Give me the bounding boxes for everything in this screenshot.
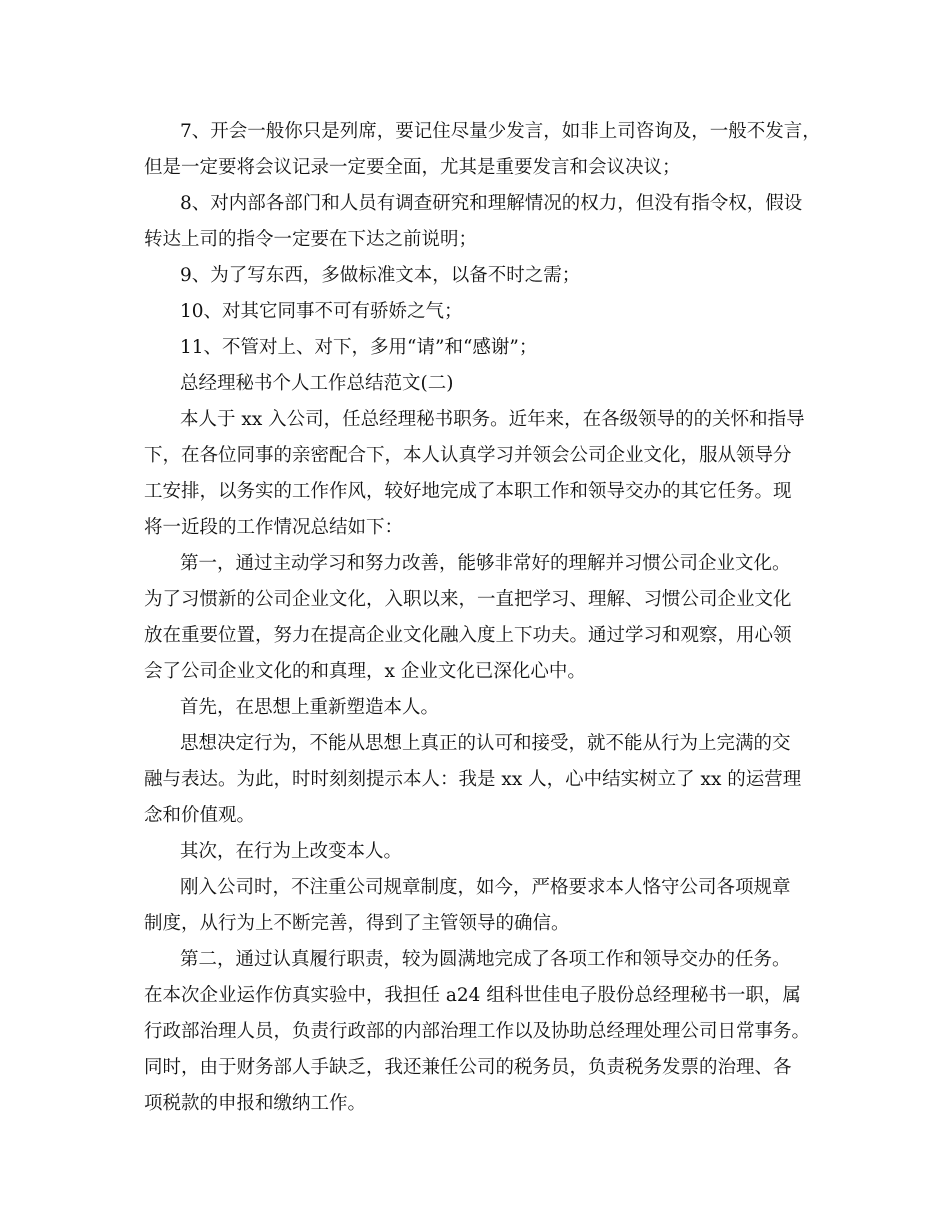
paragraph-line: 项税款的申报和缴纳工作。 — [144, 1093, 367, 1114]
paragraph-line: 为了习惯新的公司企业文化，入职以来，一直把学习、理解、习惯公司企业文化 — [144, 589, 792, 610]
paragraph-line: 9、为了写东西，多做标准文本，以备不时之需； — [180, 265, 581, 286]
paragraph-line: 但是一定要将会议记录一定要全面，尤其是重要发言和会议决议； — [144, 157, 681, 178]
paragraph-line: 放在重要位置，努力在提高企业文化融入度上下功夫。通过学习和观察，用心领 — [144, 625, 792, 646]
paragraph-line: 本人于 xx 入公司，任总经理秘书职务。近年来，在各级领导的的关怀和指导 — [180, 409, 805, 430]
paragraph-line: 7、开会一般你只是列席，要记住尽量少发言，如非上司咨询及，一般不发言， — [180, 121, 821, 142]
section-heading: 总经理秘书个人工作总结范文(二) — [180, 373, 454, 394]
paragraph-line: 念和价值观。 — [144, 805, 256, 826]
paragraph-line: 转达上司的指令一定要在下达之前说明； — [144, 229, 478, 250]
paragraph-line: 思想决定行为，不能从思想上真正的认可和接受，就不能从行为上完满的交 — [180, 733, 791, 754]
paragraph-line: 同时，由于财务部人手缺乏，我还兼任公司的税务员，负责税务发票的治理、各 — [144, 1057, 792, 1078]
paragraph-line: 第一，通过主动学习和努力改善，能够非常好的理解并习惯公司企业文化。 — [180, 553, 791, 574]
paragraph-line: 第二，通过认真履行职责，较为圆满地完成了各项工作和领导交办的任务。 — [180, 949, 791, 970]
paragraph-line: 在本次企业运作仿真实验中，我担任 a24 组科世佳电子股份总经理秘书一职，属 — [144, 985, 801, 1006]
paragraph-line: 融与表达。为此，时时刻刻提示本人：我是 xx 人，心中结实树立了 xx 的运营理 — [144, 769, 802, 790]
paragraph-line: 其次，在行为上改变本人。 — [180, 841, 403, 862]
paragraph-line: 行政部治理人员，负责行政部的内部治理工作以及协助总经理处理公司日常事务。 — [144, 1021, 811, 1042]
paragraph-line: 下，在各位同事的亲密配合下，本人认真学习并领会公司企业文化，服从领导分 — [144, 445, 792, 466]
paragraph-line: 首先，在思想上重新塑造本人。 — [180, 697, 440, 718]
paragraph-line: 刚入公司时，不注重公司规章制度，如今，严格要求本人恪守公司各项规章 — [180, 877, 791, 898]
paragraph-line: 会了公司企业文化的和真理，x 企业文化已深化心中。 — [144, 661, 586, 682]
paragraph-line: 8、对内部各部门和人员有调查研究和理解情况的权力，但没有指令权，假设 — [180, 193, 803, 214]
paragraph-line: 将一近段的工作情况总结如下： — [144, 517, 404, 538]
paragraph-line: 工安排，以务实的工作作风，较好地完成了本职工作和领导交办的其它任务。现 — [144, 481, 792, 502]
paragraph-line: 10、对其它同事不可有骄娇之气； — [180, 301, 463, 322]
paragraph-line: 制度，从行为上不断完善，得到了主管领导的确信。 — [144, 913, 570, 934]
paragraph-line: 11、不管对上、对下，多用“请”和“感谢”； — [180, 337, 538, 358]
